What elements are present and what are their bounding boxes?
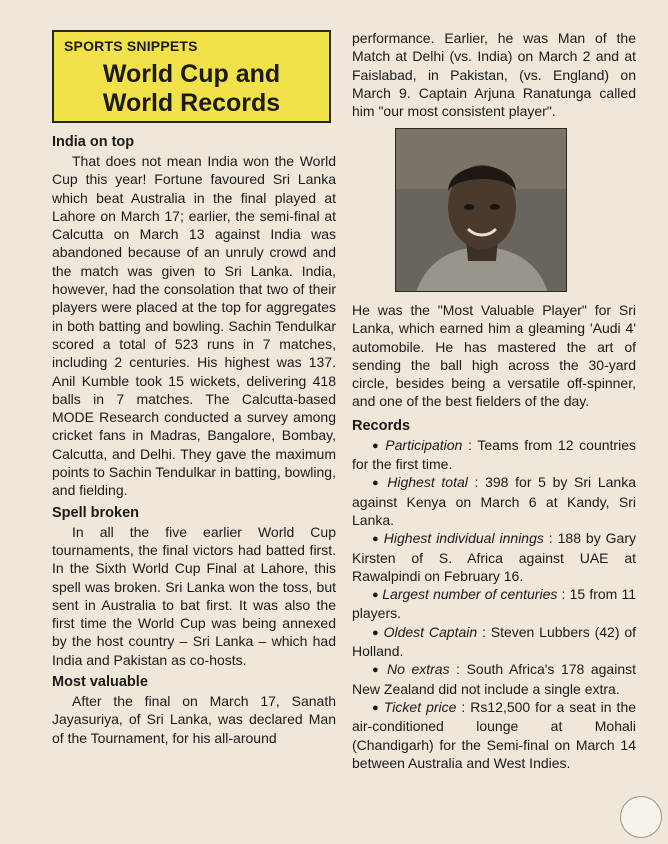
record-separator: : bbox=[456, 698, 471, 715]
record-separator: : bbox=[467, 474, 486, 491]
portrait-illustration bbox=[396, 129, 567, 292]
record-item bbox=[352, 436, 636, 474]
headline-line-1: World Cup and bbox=[102, 60, 281, 88]
record-item bbox=[352, 698, 636, 772]
record-separator: : bbox=[477, 623, 491, 640]
bullet-icon: ● bbox=[372, 533, 384, 546]
record-separator: : bbox=[462, 436, 478, 453]
bullet-icon: ● bbox=[372, 589, 383, 602]
bullet-icon: ● bbox=[372, 439, 386, 452]
record-label: Participation bbox=[385, 436, 463, 453]
record-label: Oldest Captain bbox=[383, 623, 478, 640]
library-stamp-icon bbox=[620, 796, 662, 838]
record-item bbox=[352, 585, 636, 623]
record-item bbox=[352, 623, 636, 661]
record-label: No extras bbox=[387, 661, 450, 678]
paragraph-most-valuable: After the final on March 17, Sanath Jayasuriya, of Sri Lanka, was declared Man of the Tournament, for his all-around bbox=[52, 693, 336, 746]
record-text: Steven Lubbers (42) of Holland. bbox=[352, 623, 637, 660]
record-item bbox=[352, 473, 636, 529]
left-column bbox=[52, 133, 336, 747]
record-label: Highest individual innings bbox=[383, 530, 544, 547]
record-text: 15 from 11 players. bbox=[352, 586, 637, 622]
bullet-icon: ● bbox=[372, 664, 388, 677]
bullet-icon: ● bbox=[372, 701, 384, 714]
player-photo bbox=[395, 128, 567, 292]
heading-spell-broken: Spell broken bbox=[52, 504, 140, 521]
heading-india-on-top: India on top bbox=[52, 134, 135, 150]
bullet-icon: ● bbox=[372, 626, 384, 639]
record-text: South Africa's 178 against New Zealand did not include a single extra. bbox=[352, 661, 636, 697]
right-column-top bbox=[352, 29, 636, 120]
paragraph-spell-broken: In all the five earlier World Cup tournaments, the final victors had batted first. In the Sixth World Cup Final at Lahore, this spell was broken. Sri Lanka won the toss, but sent in Australia to bat first. It was also the first time the World Cup was being annexed by the host country – Sri Lanka – which had India and Pakistan as co-hosts. bbox=[52, 523, 336, 668]
headline-line-2: World Records bbox=[102, 89, 281, 117]
bullet-icon: ● bbox=[372, 477, 388, 490]
record-separator: : bbox=[449, 661, 467, 678]
right-column-bottom bbox=[352, 301, 636, 772]
record-item bbox=[352, 660, 636, 698]
records-list bbox=[352, 436, 636, 772]
record-item bbox=[352, 529, 636, 585]
record-separator: : bbox=[543, 530, 558, 547]
section-kicker: SPORTS SNIPPETS bbox=[64, 38, 198, 54]
record-label: Ticket price bbox=[383, 698, 457, 715]
heading-most-valuable: Most valuable bbox=[52, 674, 148, 691]
record-text: 398 for 5 by Sri Lanka against Kenya on March 6 at Kandy, Sri Lanka. bbox=[352, 474, 636, 528]
paragraph-india-on-top: That does not mean India won the World Cup this year! Fortune favoured Sri Lanka which beat Australia in the final played at Lahore on March 17; earlier, the semi-final at Calcutta on March 13 against India was abandoned because of an unruly crowd and the match was given to Sri Lanka. India, however, had the consolation that two of their players were placed at the top for aggregates in both batting and bowling. Sachin Tendulkar scored a total of 523 runs in 7 matches, including 2 centuries. His highest was 137. Anil Kumble took 15 wickets, delivering 418 balls in 7 matches. The Calcutta-based MODE Research conducted a survey among cricket fans in Madras, Bangalore, Bombay, Calcutta, and Delhi. They gave the maximum points to Sachin Tendulkar in batting, bowling, and fielding. bbox=[52, 153, 336, 499]
record-text: Teams from 12 countries for the first time. bbox=[352, 436, 636, 473]
title-box bbox=[52, 30, 331, 123]
article-headline bbox=[54, 60, 329, 118]
record-text: Rs12,500 for a seat in the air-conditioned lounge at Mohali (Chandigarh) for the Semi-final on March 14 between Australia and West Indies. bbox=[352, 698, 637, 771]
record-label: Largest number of centuries bbox=[382, 586, 558, 603]
record-separator: : bbox=[557, 586, 570, 603]
record-text: 188 by Gary Kirsten of S. Africa against UAE at Rawalpindi on February 16. bbox=[352, 530, 636, 584]
heading-records: Records bbox=[352, 417, 411, 434]
paragraph-continued: performance. Earlier, he was Man of the Match at Delhi (vs. India) on March 2 and at Faislabad, in Pakistan, (vs. England) on March 9. Captain Arjuna Ranatunga called him "our most consistent player". bbox=[352, 30, 636, 120]
paragraph-after-photo: He was the "Most Valuable Player" for Sri Lanka, which earned him a gleaming 'Audi 4' automobile. He has mastered the art of sending the ball high across the 30-yard circle, besides being a versatile off-spinner, and one of the best fielders of the day. bbox=[352, 302, 636, 410]
record-label: Highest total bbox=[387, 474, 468, 491]
